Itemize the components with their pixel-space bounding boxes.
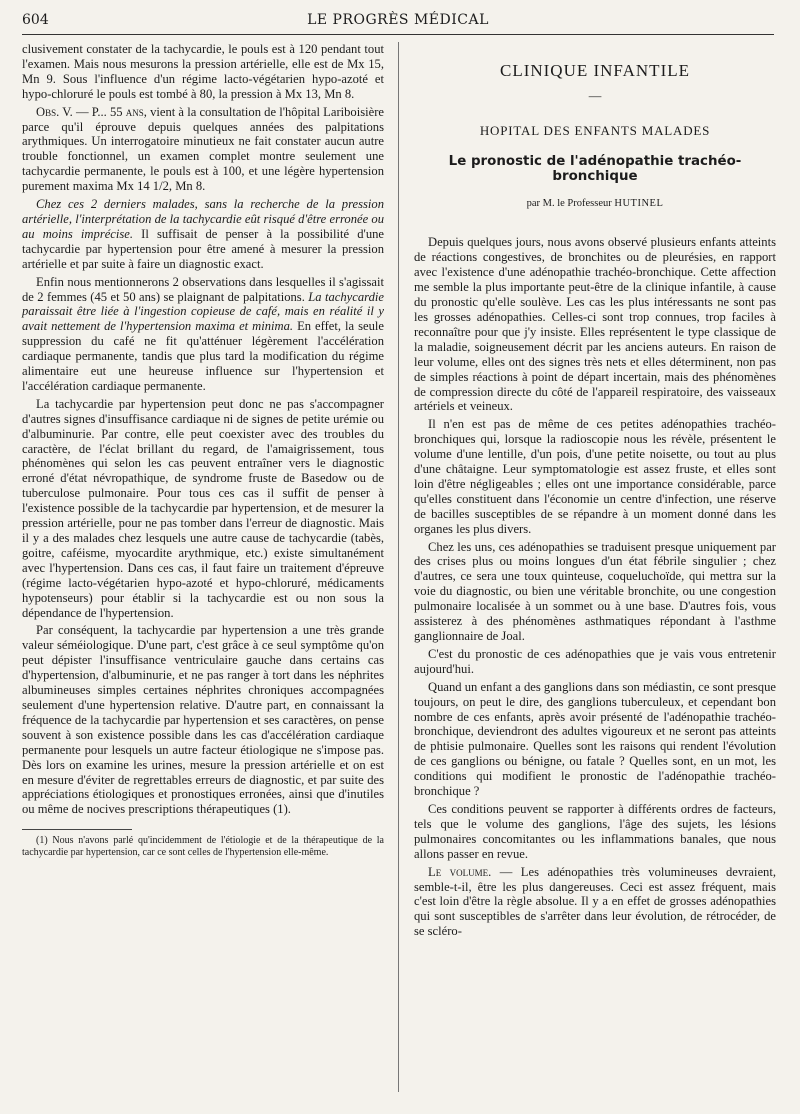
paragraph: clusivement constater de la tachycardie, le pouls est à 120 pendant tout l'examen. Mais nous mesurons la pression artérielle, elle est de Mx 15, Mn 9. Sous l'influence d'un régime lacto-végétarien hypo-azoté et hypo-chloruré le pouls est tombé à 80, la pression à Mx 13, Mn 8. — [22, 42, 384, 101]
observation-paragraph — [22, 105, 384, 194]
hospital-heading: HOPITAL DES ENFANTS MALADES — [479, 122, 711, 138]
page-header — [22, 12, 774, 35]
section-heading: CLINIQUE INFANTILE — [499, 61, 690, 80]
italic-text: Chez ces 2 derniers malades, sans la recherche de la pression artérielle, l'interprétation de la tachycardie eût risqué d'être erronée ou au moins imprécise. — [22, 197, 384, 241]
paragraph: Il n'en est pas de même de ces petites adénopathies trachéo-bronchiques qui, lorsque la radioscopie nous les révèle, présentent le volume d'une lentille, d'un pois, d'une petite noisette, ou tout au plus d'une châtaigne. Leur symptomatologie est assez fruste, et elles sont loin d'être négligeables ; elles ont une importance considérable, parce qu'elles constituent dans l'économie un centre d'infection, une réserve de bacilles susceptibles de se répandre à un moment donné dans les organes les plus divers. — [414, 417, 776, 536]
paragraph — [22, 275, 384, 394]
paragraph — [22, 197, 384, 272]
observation-lead: Obs. V. — P... 55 ans, — [36, 104, 147, 119]
byline-prefix: par M. le Professeur — [526, 197, 615, 209]
paragraph: La tachycardie par hypertension peut donc ne pas s'accompagner d'autres signes d'insuffisance cardiaque ni de signes de petite urémie ou d'albuminurie. Par contre, elle peut coexister avec des troubles du caractère, de l'éclat brillant du regard, de l'amaigrissement, tous phénomènes qui selon les cas peuvent entraîner vers le diagnostic erroné d'état névropathique, de syndrome fruste de Basedow ou de tuberculose pulmonaire. Pour tous ces cas il suffit de penser à l'existence possible de la tachycardie par hypertension, et de mesurer la pression artérielle, pour ne pas tomber dans l'erreur de diagnostic. Mais il y a des malades chez lesquels une autre cause de tachycardie (tabès, goitre, caféisme, myocardite arythmique, etc.) existe simultanément avec l'hypertension. Dans ces cas, il faut faire un traitement d'épreuve (régime lacto-végétarien hypo-azoté et hypo-chloruré, médicaments hypotenseurs) pour établir si la tachycardie est ou non sous la dépendance de l'hypertension. — [22, 396, 384, 620]
footnote: (1) Nous n'avons parlé qu'incidemment de l'étiologie et de la thérapeutique de la tachycardie par hypertension, car ce sont celles de l'hypertension elle-même. — [22, 835, 384, 858]
paragraph: Ces conditions peuvent se rapporter à différents ordres de facteurs, tels que le volume des ganglions, l'âge des sujets, les lésions pulmonaires concomitantes ou les inflammations banales, que nous allons passer en revue. — [414, 801, 776, 861]
paragraph: Quand un enfant a des ganglions dans son médiastin, ce sont presque toujours, on peut le dire, des ganglions tuberculeux, et cependant bon nombre de ces enfants, après avoir présenté de l'adénopathie trachéo-bronchique, deviendront des adultes vigoureux et ne seront pas atteints de phtisie pulmonaire. Quelles sont les raisons qui rendent l'évolution de ces ganglions ou bénigne, ou fatale ? Quelles sont, en un mot, les conditions qui modifient le pronostic de l'adénopathie trachéo-bronchique ? — [414, 679, 776, 799]
paragraph: Depuis quelques jours, nous avons observé plusieurs enfants atteints de réactions congestives, de bronchites ou de pleurésies, en rapport avec l'existence d'une adénopathie trachéo-bronchique. Cette affection me semble la plus importante peut-être de la clinique infantile, à cause du pronostic qu'elle soulève. Les cas les plus intéressants ne sont pas les grosses adénopathies. Celles-ci sont trop connues, trop faciles à reconnaître pour que j'y insiste. Elles représentent le type classique de la maladie, soigneusement décrit par les anciens auteurs. En raison de leur volume, elles ont des signes très nets et elles déterminent, non pas de simples réactions à point de départ incertain, mais des phénomènes de compression directe du côté de l'appareil respiratoire, des vaisseaux artériels et veineux. — [414, 235, 776, 414]
byline — [414, 197, 776, 212]
paragraph-text: Enfin nous mentionnerons 2 observations dans lesquelles il s'agissait de 2 femmes (45 et 50 ans) se plaignant de palpitations. — [22, 274, 384, 304]
left-column — [22, 42, 384, 861]
author-name: HUTINEL — [614, 197, 664, 209]
right-column — [414, 42, 776, 942]
article-title: Le pronostic de l'adénopathie trachéo-bronchique — [448, 153, 742, 184]
paragraph: Par conséquent, la tachycardie par hypertension a une très grande valeur séméiologique. D'une part, c'est grâce à ce seul symptôme qu'on peut dépister l'insuffisance ventriculaire gauche dans certains cas d'hypertension, d'albuminurie, et ne pas ranger à tort dans les néphrites albumineuses simples certaines néphrites chroniques accompagnées seulement d'une hypertension relative. D'autre part, en connaissant la fréquence de la tachycardie par hypertension et ses caractères, on pense souvent à son existence possible dans les cas d'accélération cardiaque permanente pour lesquels un autre facteur étiologique ne s'impose pas. Dès lors on examine les urines, mesure la pression artérielle et on est en mesure d'éviter de regrettables erreurs de diagnostic, et par suite des appréciations étiologiques et pronostiques erronées, ainsi que d'inutiles ou même de nocives prescriptions thérapeutiques (1). — [22, 623, 384, 817]
paragraph: C'est du pronostic de ces adénopathies que je vais vous entretenir aujourd'hui. — [414, 646, 776, 676]
italic-text: La tachycardie paraissait être liée à l'ingestion copieuse de café, mais en réalité il y avait nettement de l'hypertension maxima et minima. — [22, 289, 384, 334]
paragraph: Chez les uns, ces adénopathies se traduisent presque uniquement par des crises plus ou moins longues d'un état fébrile singulier ; chez d'autres, ce sera une toux quinteuse, coqueluchoïde, qui mettra sur la voie du diagnostic, ou bien une véritable bronchite, ou une congestion pulmonaire localisée à un sommet ou à une base. D'autres fois, vous assisterez à des phénomènes asthmatiques répondant à l'asthme ganglionnaire de Joal. — [414, 539, 776, 643]
paragraph-text: Il suffisait de penser à la possibilité d'une tachycardie par hypertension pour être amené à mesurer la pression artérielle et par suite à faire un diagnostic exact. — [22, 226, 385, 271]
paragraph-text: En effet, la seule suppression du café ne fit qu'atténuer légèrement l'accélération cardiaque permanente, tandis que plus tard la modification du régime alimentaire eut une heureuse influence sur l'hypertension et l'accélération cardiaque permanente. — [22, 319, 384, 393]
paragraph — [414, 865, 776, 940]
subsection-lead: Le volume. — [428, 864, 492, 879]
observation-text: vient à la consultation de l'hôpital Lariboisière parce qu'il éprouve depuis quelques années des palpitations arythmiques. Un interrogatoire minutieux ne fait constater aucun autre trouble fonctionnel, un examen complet montre seulement une tachycardie permanente, le pouls est à 100, et une légère hypertension purement maxima Mx 14 1/2, Mn 8. — [22, 104, 385, 194]
page-number: 604 — [22, 12, 49, 28]
journal-title: LE PROGRÈS MÉDICAL — [307, 12, 489, 28]
footnote-rule — [22, 829, 132, 830]
paragraph-text: — Les adénopathies très volumineuses devraient, semble-t-il, être les plus dangereuses. Ceci est assez fréquent, mais c'est loin d'être la règle absolue. Il y a en effet de grosses adénopathies qui sont susceptibles de s'arrêter dans leur évolution, de rétrocéder, de se scléro- — [414, 864, 776, 939]
column-divider — [398, 42, 399, 1092]
section-dash: — — [588, 88, 602, 103]
